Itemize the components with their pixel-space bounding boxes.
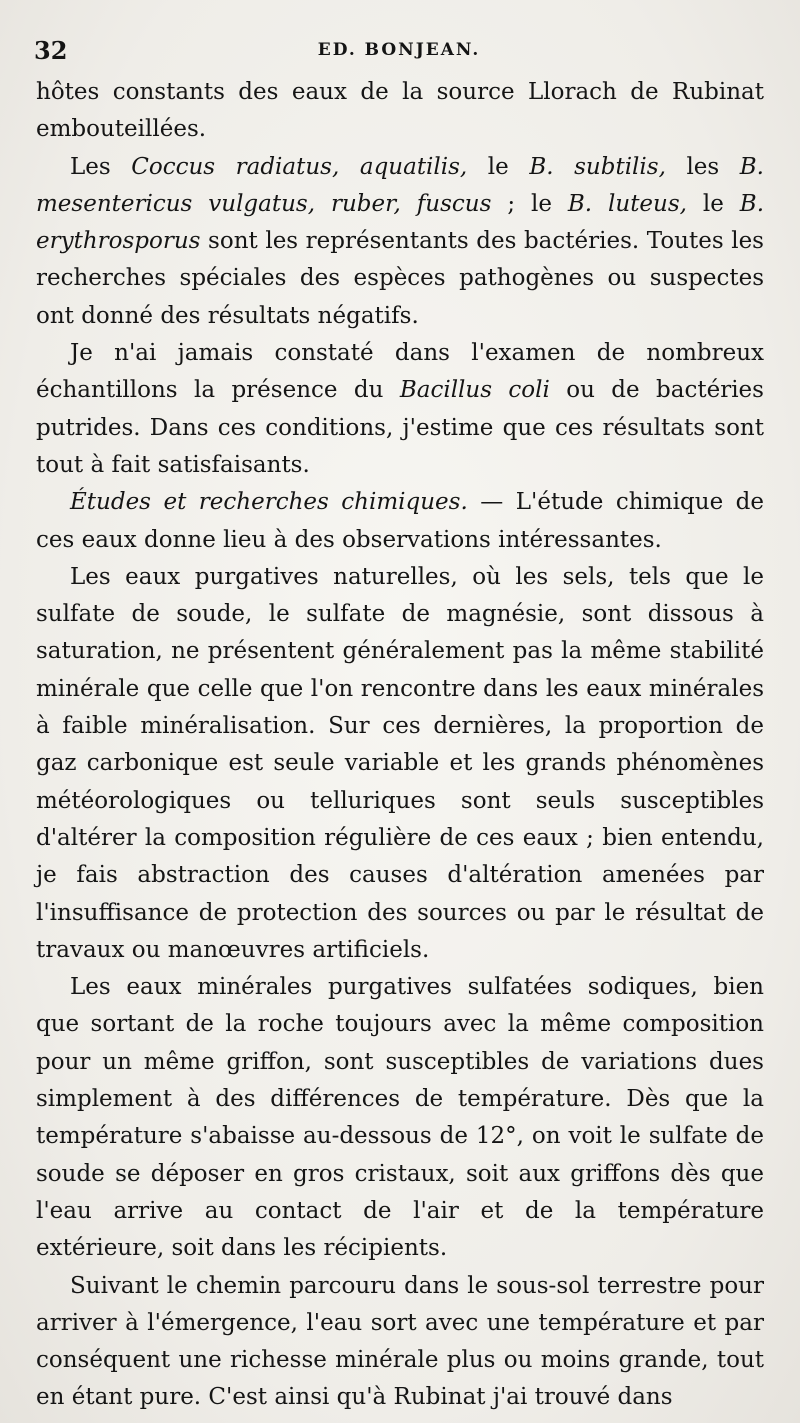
body-text: [36, 74, 764, 1417]
text-run: ou de bactéries putrides. Dans ces conditions, j'estime que ces résultats sont tout à fait satisfaisants.: [36, 377, 764, 478]
paragraph-6: Les eaux minérales purgatives sulfatées sodiques, bien que sortant de la roche toujours avec la même composition pour un même griffon, sont susceptibles de variations dues simplement à des différences de température. Dès que la température s'abaisse au-dessous de 12°, on voit le sulfate de soude se déposer en gros cristaux, soit aux griffons dès que l'eau arrive au contact de l'air et de la température extérieure, soit dans les récipients.: [36, 974, 764, 1262]
section-heading-italic: Études et recherches chimiques.: [70, 489, 468, 516]
italic-species-name: B. erythrosporus: [36, 190, 765, 255]
text-run: sont les représentants des bactéries. Toutes les recherches spéciales des espèces pathogènes ou suspectes ont donné des résultats négatifs.: [36, 228, 764, 329]
paragraph-5: Les eaux purgatives naturelles, où les sels, tels que le sulfate de soude, le sulfate de magnésie, sont dissous à saturation, ne présentent généralement pas la même stabilité minérale que celle que l'on rencontre dans les eaux minérales à faible minéralisation. Sur ces dernières, la proportion de gaz carbonique est seule variable et les grands phénomènes météorologiques ou telluriques sont seuls susceptibles d'altérer la composition régulière de ces eaux ; bien entendu, je fais abstraction des causes d'altération amenées par l'insuffisance de protection des sources ou par le résultat de travaux ou manœuvres artificiels.: [36, 563, 764, 963]
text-run: ; le: [491, 190, 568, 217]
text-run: Les: [70, 153, 132, 180]
italic-species-name: B. subtilis,: [529, 153, 666, 180]
text-run: le: [467, 153, 530, 180]
italic-species-name: Bacillus coli: [399, 377, 550, 404]
italic-species-name: Coccus radiatus, aquatilis,: [131, 153, 468, 180]
running-head: ED. BONJEAN.: [317, 40, 481, 60]
paragraph-1: hôtes constants des eaux de la source Llorach de Rubinat embouteillées.: [36, 79, 764, 143]
paragraph-4: [36, 484, 764, 559]
text-run: Je n'ai jamais constaté dans l'examen de nombreux échantillons la présence du: [36, 340, 764, 404]
text-run: — L'étude chimique de ces eaux donne lieu à des observations intéressantes.: [36, 489, 764, 553]
page-header: [34, 36, 764, 66]
text-run: les: [665, 153, 740, 180]
paragraph-3: [36, 335, 764, 484]
paragraph-2: [36, 149, 764, 335]
italic-species-name: B. mesentericus vulgatus, ruber, fuscus: [36, 153, 764, 217]
paragraph-7: Suivant le chemin parcouru dans le sous-sol terrestre pour arriver à l'émergence, l'eau sort avec une température et par conséquent une richesse minérale plus ou moins grande, tout en étant pure. C'est ainsi qu'à Rubinat j'ai trouvé dans: [36, 1272, 764, 1411]
italic-species-name: B. luteus,: [567, 190, 687, 217]
text-run: le: [686, 190, 740, 217]
page-number: 32: [34, 36, 68, 65]
